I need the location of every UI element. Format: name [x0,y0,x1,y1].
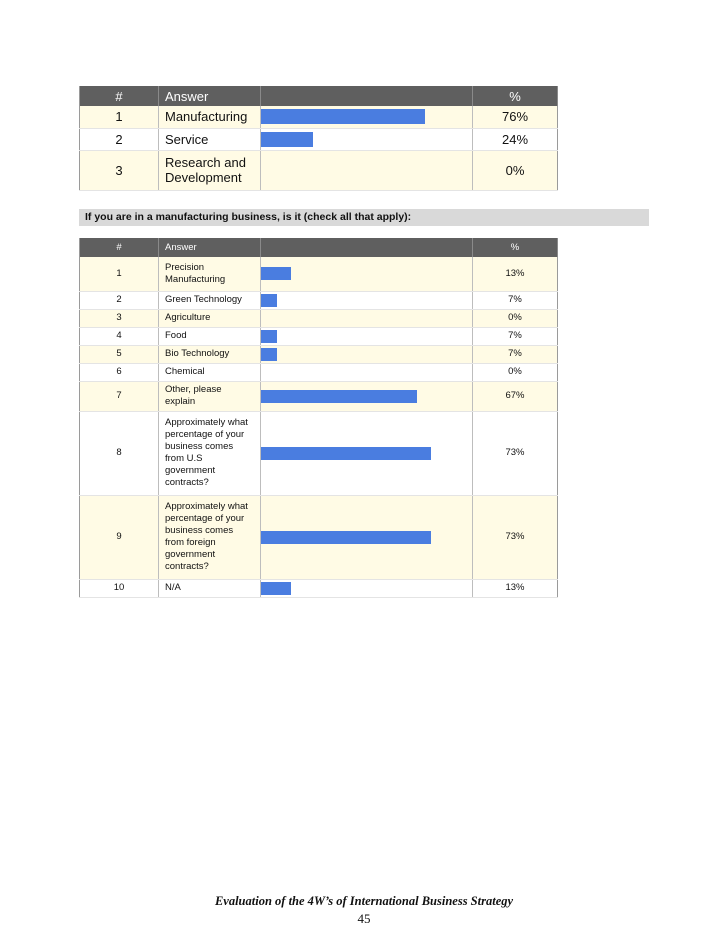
row-bar-cell [261,363,473,381]
column-header-number: # [80,238,159,257]
row-number: 5 [80,345,159,363]
row-number: 1 [80,106,159,128]
row-number: 3 [80,150,159,190]
question-heading: If you are in a manufacturing business, is it (check all that apply): [79,209,649,226]
row-percent: 73% [473,495,558,579]
row-answer: N/A [159,579,261,597]
row-bar-cell [261,291,473,309]
row-bar-cell [261,495,473,579]
percentage-bar [261,294,277,307]
table-row [80,309,558,327]
row-answer: Manufacturing [159,106,261,128]
table-header-row [80,86,558,106]
row-answer: Food [159,327,261,345]
row-bar-cell [261,257,473,291]
table-row [80,495,558,579]
table-row [80,381,558,411]
percentage-bar [261,582,291,595]
percentage-bar [261,447,431,460]
row-percent: 7% [473,291,558,309]
row-bar-cell [261,150,473,190]
row-number: 4 [80,327,159,345]
table-row [80,257,558,291]
row-answer: Precision Manufacturing [159,257,261,291]
column-header-answer: Answer [159,238,261,257]
row-percent: 13% [473,579,558,597]
row-number: 2 [80,128,159,150]
row-number: 3 [80,309,159,327]
table-row [80,128,558,150]
percentage-bar [261,531,431,544]
row-answer: Research and Development [159,150,261,190]
row-percent: 0% [473,309,558,327]
column-header-answer: Answer [159,86,261,106]
row-answer: Approximately what percentage of your business comes from foreign government contracts? [159,495,261,579]
percentage-bar [261,109,425,124]
row-bar-cell [261,327,473,345]
row-percent: 76% [473,106,558,128]
percentage-bar [261,390,417,403]
table-row [80,291,558,309]
footer-title: Evaluation of the 4W’s of International Business Strategy [214,894,514,908]
row-bar-cell [261,309,473,327]
row-answer: Other, please explain [159,381,261,411]
row-percent: 24% [473,128,558,150]
row-number: 10 [80,579,159,597]
table-row [80,363,558,381]
table-row [80,579,558,597]
row-percent: 0% [473,363,558,381]
row-number: 7 [80,381,159,411]
row-answer: Bio Technology [159,345,261,363]
table-header-row [80,238,558,257]
table-row [80,327,558,345]
column-header-bar [261,238,473,257]
row-answer: Agriculture [159,309,261,327]
row-number: 8 [80,411,159,495]
table-row [80,106,558,128]
percentage-bar [261,267,291,280]
row-bar-cell [261,128,473,150]
table-row [80,411,558,495]
row-percent: 13% [473,257,558,291]
row-answer: Service [159,128,261,150]
answer-table-business-type [79,86,558,191]
page-number: 45 [357,911,371,926]
table-row [80,150,558,190]
row-number: 2 [80,291,159,309]
row-bar-cell [261,579,473,597]
row-percent: 0% [473,150,558,190]
row-answer: Chemical [159,363,261,381]
column-header-percent: % [473,238,558,257]
row-number: 9 [80,495,159,579]
row-percent: 7% [473,327,558,345]
column-header-number: # [80,86,159,106]
row-percent: 73% [473,411,558,495]
row-bar-cell [261,381,473,411]
column-header-percent: % [473,86,558,106]
row-number: 6 [80,363,159,381]
row-answer: Approximately what percentage of your business comes from U.S government contracts? [159,411,261,495]
row-percent: 7% [473,345,558,363]
row-number: 1 [80,257,159,291]
percentage-bar [261,330,277,343]
row-bar-cell [261,345,473,363]
percentage-bar [261,132,313,147]
percentage-bar [261,348,277,361]
row-bar-cell [261,411,473,495]
row-bar-cell [261,106,473,128]
table-row [80,345,558,363]
column-header-bar [261,86,473,106]
row-answer: Green Technology [159,291,261,309]
answer-table-manufacturing-type [79,238,558,598]
row-percent: 67% [473,381,558,411]
